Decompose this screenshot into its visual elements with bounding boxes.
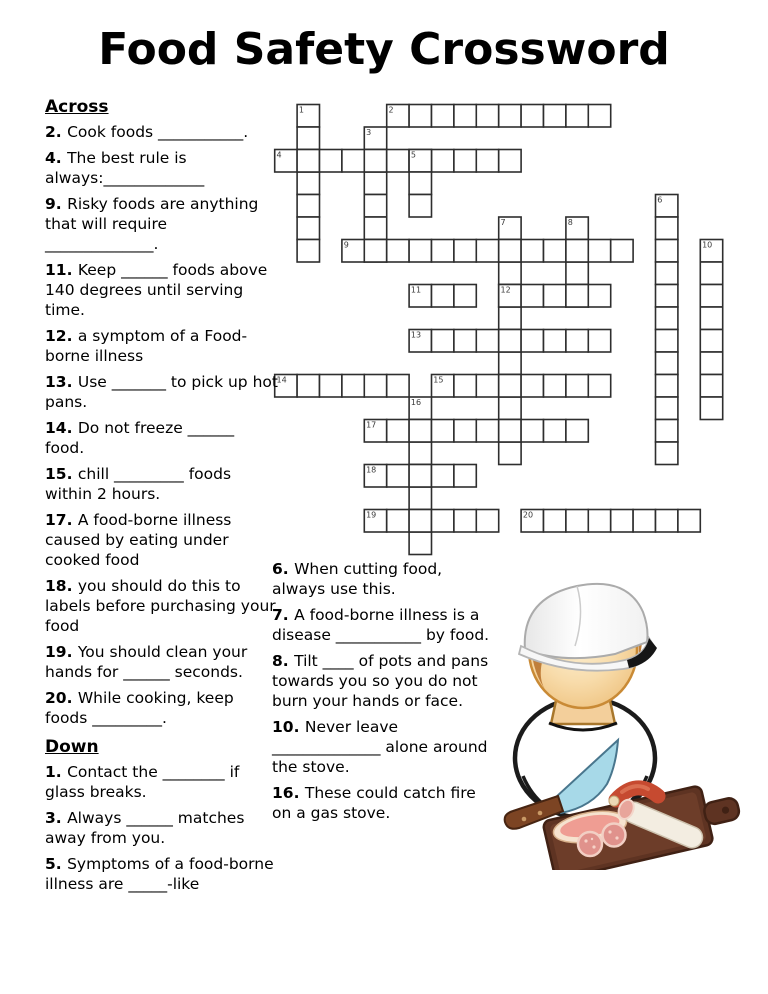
crossword-cell[interactable]: [588, 510, 610, 533]
crossword-cell[interactable]: [499, 105, 521, 128]
clue-number: 15.: [45, 465, 78, 483]
crossword-cell[interactable]: [611, 240, 633, 263]
clue-item-3: [45, 808, 278, 848]
crossword-cell[interactable]: [364, 375, 386, 398]
crossword-cell[interactable]: [656, 397, 678, 420]
crossword-cell[interactable]: [656, 217, 678, 240]
crossword-cell[interactable]: [454, 465, 476, 488]
cell-number: 20: [522, 510, 534, 520]
cell-number: 11: [410, 285, 422, 295]
crossword-cell[interactable]: [544, 285, 566, 308]
clue-text: Always ______ matches away from you.: [45, 809, 245, 847]
crossword-cell[interactable]: [656, 285, 678, 308]
cook-cap: [525, 584, 648, 658]
clue-number: 7.: [272, 606, 295, 624]
crossword-cell[interactable]: [588, 105, 610, 128]
clue-number: 20.: [45, 689, 78, 707]
crossword-cell[interactable]: [678, 510, 700, 533]
crossword-cell[interactable]: [544, 330, 566, 353]
crossword-cell[interactable]: [656, 307, 678, 330]
clue-number: 17.: [45, 511, 78, 529]
crossword-cell[interactable]: [656, 375, 678, 398]
crossword-cell[interactable]: [566, 420, 588, 443]
clue-number: 4.: [45, 149, 68, 167]
crossword-cell[interactable]: [364, 217, 386, 240]
page-title: Food Safety Crossword: [98, 24, 670, 75]
crossword-cell[interactable]: [297, 375, 319, 398]
clue-item-2: [45, 122, 278, 142]
crossword-cell[interactable]: [499, 240, 521, 263]
across-heading: Across: [45, 97, 109, 117]
cell-number: 10: [702, 240, 713, 250]
clue-number: 12.: [45, 327, 78, 345]
clue-text: Contact the ________ if glass breaks.: [45, 763, 240, 801]
crossword-cell[interactable]: [364, 240, 386, 263]
cell-number: 7: [500, 218, 506, 228]
crossword-cell[interactable]: [432, 105, 454, 128]
cell-number: 17: [366, 420, 377, 430]
clue-item-11: [45, 260, 278, 320]
crossword-cell[interactable]: [499, 307, 521, 330]
crossword-cell[interactable]: [454, 510, 476, 533]
crossword-cell[interactable]: [364, 195, 386, 218]
crossword-cell[interactable]: [544, 510, 566, 533]
clue-number: 16.: [272, 784, 305, 802]
cell-number: 3: [366, 128, 372, 138]
crossword-cell[interactable]: [409, 195, 431, 218]
crossword-cell[interactable]: [499, 375, 521, 398]
crossword-cell[interactable]: [297, 240, 319, 263]
clues-left-column: [45, 97, 278, 900]
cook-illustration: [495, 570, 745, 870]
crossword-cell[interactable]: [544, 420, 566, 443]
crossword-cell[interactable]: [476, 240, 498, 263]
clue-text: you should do this to labels before purchasing your food: [45, 577, 276, 635]
crossword-cell[interactable]: [499, 352, 521, 375]
crossword-cell[interactable]: [297, 127, 319, 150]
crossword-cell[interactable]: [544, 105, 566, 128]
clue-text: You should clean your hands for ______ seconds.: [45, 643, 248, 681]
crossword-cell[interactable]: [656, 352, 678, 375]
crossword-cell[interactable]: [588, 285, 610, 308]
down-clues-list: [45, 762, 278, 894]
clue-item-7: [272, 605, 490, 645]
crossword-cell[interactable]: [521, 420, 543, 443]
clue-number: 1.: [45, 763, 68, 781]
clue-text: When cutting food, always use this.: [272, 560, 443, 598]
clue-text: A food-borne illness caused by eating under cooked food: [45, 511, 232, 569]
board-handle: [703, 797, 741, 826]
clue-number: 19.: [45, 643, 78, 661]
cell-number: 13: [410, 330, 422, 340]
crossword-cell[interactable]: [476, 420, 498, 443]
clue-text: While cooking, keep foods _________.: [45, 689, 234, 727]
crossword-cell[interactable]: [297, 217, 319, 240]
crossword-cell[interactable]: [499, 420, 521, 443]
crossword-cell[interactable]: [566, 285, 588, 308]
clue-text: chill _________ foods within 2 hours.: [45, 465, 232, 503]
crossword-cell[interactable]: [633, 510, 655, 533]
crossword-cell[interactable]: [521, 375, 543, 398]
crossword-cell[interactable]: [387, 240, 409, 263]
clue-number: 14.: [45, 419, 78, 437]
clue-item-8: [272, 651, 490, 711]
crossword-cell[interactable]: [566, 330, 588, 353]
crossword-cell[interactable]: [700, 375, 722, 398]
crossword-cell[interactable]: [320, 150, 342, 173]
crossword-cell[interactable]: [432, 285, 454, 308]
crossword-cell[interactable]: [387, 465, 409, 488]
crossword-cell[interactable]: [499, 442, 521, 465]
clue-text: Tilt ____ of pots and pans towards you so you do not burn your hands or face.: [272, 652, 489, 710]
crossword-cell[interactable]: [656, 420, 678, 443]
crossword-cell[interactable]: [409, 510, 431, 533]
clue-text: Symptoms of a food-borne illness are _____-like: [45, 855, 274, 893]
clue-item-13: [45, 372, 278, 412]
clue-text: Cook foods ___________.: [67, 123, 249, 141]
crossword-cell[interactable]: [544, 240, 566, 263]
crossword-cell[interactable]: [588, 375, 610, 398]
crossword-cell[interactable]: [342, 375, 364, 398]
crossword-cell[interactable]: [342, 150, 364, 173]
clue-text: Risky foods are anything that will require ______________.: [45, 195, 259, 253]
clues-middle-column: [272, 559, 490, 829]
clue-item-14: [45, 418, 278, 458]
crossword-cell[interactable]: [432, 240, 454, 263]
crossword-cell[interactable]: [700, 285, 722, 308]
clue-text: The best rule is always:_____________: [45, 149, 205, 187]
crossword-cell[interactable]: [409, 487, 431, 510]
clue-text: Use _______ to pick up hot pans.: [45, 373, 278, 411]
crossword-cell[interactable]: [364, 172, 386, 195]
crossword-cell[interactable]: [499, 397, 521, 420]
crossword-cell[interactable]: [432, 420, 454, 443]
crossword-cell[interactable]: [297, 172, 319, 195]
crossword-cell[interactable]: [454, 150, 476, 173]
clue-item-1: [45, 762, 278, 802]
crossword-cell[interactable]: [409, 465, 431, 488]
clue-number: 10.: [272, 718, 305, 736]
clue-item-4: [45, 148, 278, 188]
crossword-cell[interactable]: [297, 150, 319, 173]
crossword-cell[interactable]: [454, 330, 476, 353]
clue-number: 2.: [45, 123, 68, 141]
cell-number: 18: [366, 465, 377, 475]
crossword-cell[interactable]: [476, 105, 498, 128]
cell-number: 12: [500, 285, 511, 295]
clue-number: 9.: [45, 195, 68, 213]
clue-item-18: [45, 576, 278, 636]
crossword-cell[interactable]: [454, 285, 476, 308]
crossword-cell[interactable]: [387, 510, 409, 533]
crossword-cell[interactable]: [432, 465, 454, 488]
crossword-cell[interactable]: [297, 195, 319, 218]
clue-item-6: [272, 559, 490, 599]
clue-item-9: [45, 194, 278, 254]
crossword-cell[interactable]: [566, 105, 588, 128]
clue-text: Do not freeze ______ food.: [45, 419, 235, 457]
clue-item-12: [45, 326, 278, 366]
crossword-cell[interactable]: [320, 375, 342, 398]
crossword-cell[interactable]: [364, 150, 386, 173]
crossword-cell[interactable]: [588, 240, 610, 263]
clue-number: 5.: [45, 855, 68, 873]
crossword-cell[interactable]: [544, 375, 566, 398]
crossword-cell[interactable]: [409, 532, 431, 555]
crossword-cell[interactable]: [454, 420, 476, 443]
crossword-cell[interactable]: [387, 420, 409, 443]
crossword-cell[interactable]: [499, 330, 521, 353]
clue-text: Never leave ______________ alone around the stove.: [272, 718, 488, 776]
clue-number: 13.: [45, 373, 78, 391]
cell-number: 14: [276, 375, 287, 385]
cell-number: 1: [298, 105, 304, 115]
crossword-cell[interactable]: [566, 262, 588, 285]
clue-item-16: [272, 783, 490, 823]
cell-number: 19: [366, 510, 377, 520]
crossword-cell[interactable]: [409, 172, 431, 195]
clue-item-15: [45, 464, 278, 504]
crossword-cell[interactable]: [476, 375, 498, 398]
cell-number: 16: [410, 398, 422, 408]
cell-number: 4: [276, 150, 282, 160]
crossword-cell[interactable]: [521, 240, 543, 263]
clue-text: a symptom of a Food-borne illness: [45, 327, 248, 365]
cell-number: 2: [388, 105, 394, 115]
crossword-cell[interactable]: [700, 262, 722, 285]
crossword-cell[interactable]: [387, 150, 409, 173]
crossword-cell[interactable]: [499, 150, 521, 173]
crossword-cell[interactable]: [454, 105, 476, 128]
crossword-cell[interactable]: [499, 262, 521, 285]
clue-item-10: [272, 717, 490, 777]
clue-text: A food-borne illness is a disease ___________ by food.: [272, 606, 490, 644]
clue-item-17: [45, 510, 278, 570]
clue-item-20: [45, 688, 278, 728]
clue-item-19: [45, 642, 278, 682]
across-clues-list: [45, 122, 278, 728]
crossword-cell[interactable]: [521, 330, 543, 353]
cell-number: 6: [657, 195, 663, 205]
crossword-cell[interactable]: [476, 150, 498, 173]
clue-number: 18.: [45, 577, 78, 595]
crossword-cell[interactable]: [409, 105, 431, 128]
clue-item-5: [45, 854, 278, 894]
clue-number: 8.: [272, 652, 295, 670]
crossword-cell[interactable]: [521, 105, 543, 128]
crossword-cell[interactable]: [656, 442, 678, 465]
crossword-cell[interactable]: [432, 330, 454, 353]
clue-number: 6.: [272, 560, 295, 578]
crossword-cell[interactable]: [432, 510, 454, 533]
crossword-cell[interactable]: [409, 420, 431, 443]
crossword-cell[interactable]: [566, 240, 588, 263]
crossword-cell[interactable]: [476, 510, 498, 533]
crossword-cell[interactable]: [611, 510, 633, 533]
crossword-cell[interactable]: [387, 375, 409, 398]
crossword-cell[interactable]: [700, 397, 722, 420]
crossword-cell[interactable]: [700, 352, 722, 375]
crossword-cell[interactable]: [656, 262, 678, 285]
crossword-cell[interactable]: [432, 150, 454, 173]
cell-number: 5: [410, 150, 416, 160]
down-heading: Down: [45, 737, 99, 757]
crossword-cell[interactable]: [476, 330, 498, 353]
crossword-cell[interactable]: [566, 375, 588, 398]
clue-text: Keep ______ foods above 140 degrees until serving time.: [45, 261, 268, 319]
crossword-cell[interactable]: [409, 240, 431, 263]
cell-number: 15: [433, 375, 444, 385]
cell-number: 9: [343, 240, 349, 250]
crossword-cell[interactable]: [409, 442, 431, 465]
crossword-cell[interactable]: [566, 510, 588, 533]
cell-number: 8: [567, 218, 573, 228]
clue-text: These could catch fire on a gas stove.: [272, 784, 476, 822]
crossword-cell[interactable]: [454, 375, 476, 398]
crossword-cell[interactable]: [656, 240, 678, 263]
crossword-cell[interactable]: [454, 240, 476, 263]
crossword-cell[interactable]: [656, 510, 678, 533]
crossword-cell[interactable]: [588, 330, 610, 353]
crossword-cell[interactable]: [700, 330, 722, 353]
crossword-cell[interactable]: [521, 285, 543, 308]
clue-number: 11.: [45, 261, 78, 279]
clue-number: 3.: [45, 809, 68, 827]
crossword-cell[interactable]: [656, 330, 678, 353]
crossword-cell[interactable]: [700, 307, 722, 330]
